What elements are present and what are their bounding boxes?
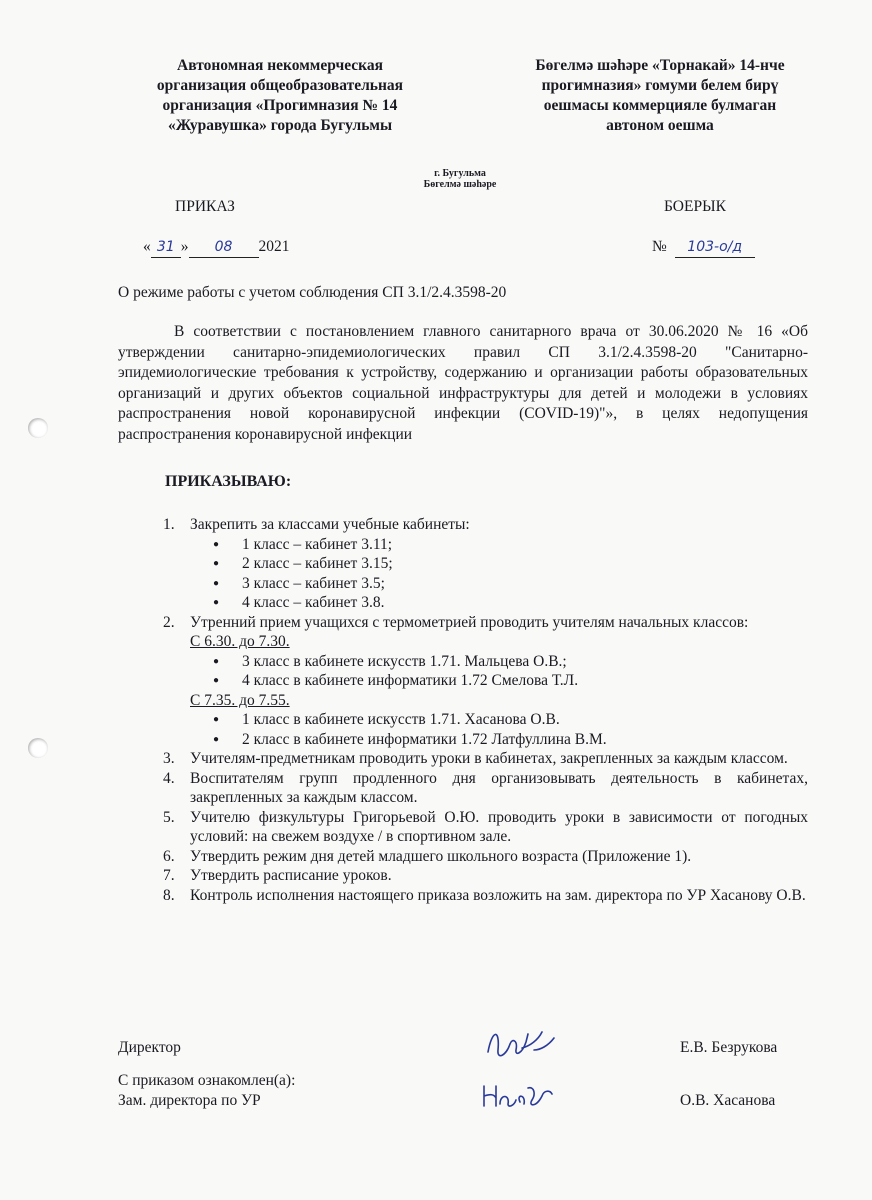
order-items xyxy=(163,515,808,905)
item-text: Утвердить расписание уроков. xyxy=(190,867,392,884)
order-item-4 xyxy=(163,769,808,808)
header-left-line: организация «Прогимназия № 14 xyxy=(162,97,398,114)
item-text: Закрепить за классами учебные кабинеты: xyxy=(190,516,470,533)
bullet-item: ● 4 класс – кабинет 3.8. xyxy=(242,593,808,613)
director-title: Директор xyxy=(118,1039,181,1056)
shift-2-list xyxy=(190,710,808,749)
item-number: 4. xyxy=(163,769,175,787)
title-boeryk: БОЕРЫК xyxy=(664,198,726,215)
header-organization-tt xyxy=(495,56,825,136)
title-prikaz: ПРИКАЗ xyxy=(175,198,235,215)
item-number: 3. xyxy=(163,750,175,767)
item-text: Воспитателям групп продленного дня организовывать деятельность в кабинетах, закрепленных за каждым классом. xyxy=(190,769,808,806)
deputy-signature-stroke xyxy=(484,1086,552,1106)
bullet-item: ● 3 класс – кабинет 3.5; xyxy=(242,574,808,594)
city-tt: Бөгелмә шәһәре xyxy=(423,179,497,190)
item-number: 7. xyxy=(163,867,175,884)
bullet-item: ● 1 класс в кабинете искусств 1.71. Хасанова О.В. xyxy=(242,710,808,730)
item-number: 6. xyxy=(163,847,175,865)
order-item-2 xyxy=(163,613,808,750)
shift-2-label: С 7.35. до 7.55. xyxy=(190,691,290,709)
header-right-line: прогимназия» гомуми белем бирү xyxy=(541,77,779,94)
item-number: 8. xyxy=(163,886,175,904)
order-item-7 xyxy=(163,866,808,886)
header-left-line: организация общеобразовательная xyxy=(156,77,404,94)
number-label: № xyxy=(652,238,667,255)
shift-1-list xyxy=(190,652,808,691)
header-right-line: автоном оешма xyxy=(606,117,714,134)
order-number xyxy=(652,237,755,258)
shift-1-label: С 6.30. до 7.30. xyxy=(190,633,290,650)
deputy-name: О.В. Хасанова xyxy=(680,1092,776,1109)
date-quote-open: « xyxy=(143,238,151,255)
item-text: Контроль исполнения настоящего приказа возложить на зам. директора по УР Хасанову О.В. xyxy=(190,886,806,904)
bullet-item: ● 3 класс в кабинете искусств 1.71. Мальцева О.В.; xyxy=(242,652,808,672)
director-name: Е.В. Безрукова xyxy=(680,1039,778,1056)
director-signature xyxy=(482,1020,562,1070)
header-left-line: Автономная некоммерческая xyxy=(177,57,383,74)
item-number: 2. xyxy=(163,613,175,631)
date-quote-close: » xyxy=(180,238,189,255)
punch-hole-bottom xyxy=(28,738,48,758)
order-word: ПРИКАЗЫВАЮ: xyxy=(165,473,292,490)
item-text: Утвердить режим дня детей младшего школьного возраста (Приложение 1). xyxy=(190,847,692,865)
header-left-line: «Журавушка» города Бугульмы xyxy=(167,117,393,134)
order-item-1 xyxy=(163,515,808,613)
header-organization-ru xyxy=(130,56,430,136)
item-text: Утренний прием учащихся с термометрией проводить учителям начальных классов: xyxy=(190,613,749,631)
item-number: 1. xyxy=(163,516,175,533)
bullet-item: ● 4 класс в кабинете информатики 1.72 Смелова Т.Л. xyxy=(242,671,808,691)
item-text: Учителю физкультуры Григорьевой О.Ю. проводить уроки в зависимости от погодных условий: на свежем воздухе / в спортивном зале. xyxy=(190,808,808,845)
date-year: 2021 xyxy=(258,238,290,255)
date-day: 31 xyxy=(151,237,181,258)
header-right-line: Бөгелмә шәһәре «Торнакай» 14-нче xyxy=(535,57,785,74)
bullet-item: ● 2 класс – кабинет 3.15; xyxy=(242,554,808,574)
city-block xyxy=(390,168,530,190)
order-subject: О режиме работы с учетом соблюдения СП 3.1/2.4.3598-20 xyxy=(118,284,507,301)
classroom-list xyxy=(190,535,808,613)
order-item-5 xyxy=(163,808,808,847)
bullet-item: ● 2 класс в кабинете информатики 1.72 Латфуллина В.М. xyxy=(242,730,808,750)
number-value: 103-о/д xyxy=(675,237,755,258)
deputy-title: Зам. директора по УР xyxy=(118,1092,261,1109)
item-number: 5. xyxy=(163,808,175,826)
order-item-3 xyxy=(163,749,808,769)
order-date xyxy=(143,237,290,258)
preamble: В соответствии с постановлением главного санитарного врача от 30.06.2020 № 16 «Об утверждении санитарно-эпидемиологических правил СП 3.1/2.4.3598-20 "Санитарно-эпидемиологические требования к устройству, содержанию и организации работы образовательных организаций и других объектов социальной инфраструктуры для детей и молодежи в условиях распространения новой коронавирусной инфекции (COVID-19)"», в целях недопущения распространения коронавирусной инфекции xyxy=(118,323,808,443)
acquaintance-note: С приказом ознакомлен(а): xyxy=(118,1072,296,1089)
order-item-8 xyxy=(163,886,808,906)
director-signature-stroke xyxy=(488,1032,554,1056)
deputy-signature xyxy=(478,1076,558,1116)
date-month: 08 xyxy=(189,237,259,258)
order-item-6 xyxy=(163,847,808,867)
punch-hole-top xyxy=(28,418,48,438)
bullet-item: ● 1 класс – кабинет 3.11; xyxy=(242,535,808,555)
city-ru: г. Бугульма xyxy=(434,168,486,179)
item-text: Учителям-предметникам проводить уроки в кабинетах, закрепленных за каждым классом. xyxy=(190,750,788,767)
header-right-line: оешмасы коммерцияле булмаган xyxy=(543,97,777,114)
